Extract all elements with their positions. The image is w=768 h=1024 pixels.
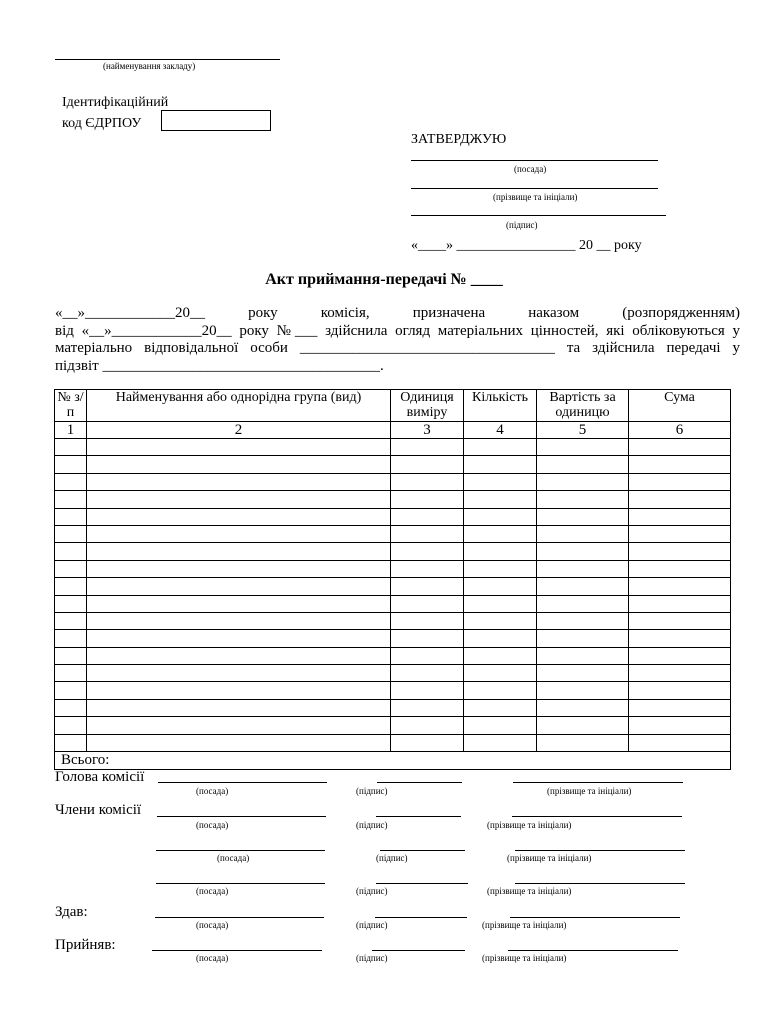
table-cell[interactable] bbox=[391, 560, 464, 577]
table-cell[interactable] bbox=[391, 734, 464, 751]
table-cell[interactable] bbox=[55, 734, 87, 751]
table-cell[interactable] bbox=[391, 456, 464, 473]
chair-label: Голова комісії bbox=[55, 769, 145, 785]
table-cell[interactable] bbox=[87, 699, 391, 716]
table-cell[interactable] bbox=[87, 717, 391, 734]
signature-caption: (підпис) bbox=[356, 886, 388, 896]
edrpou-label-line1: Ідентифікаційний bbox=[62, 95, 169, 110]
table-cell[interactable] bbox=[87, 647, 391, 664]
table-cell[interactable] bbox=[55, 456, 87, 473]
position-caption: (посада) bbox=[217, 853, 250, 863]
received-signature-line[interactable] bbox=[372, 950, 465, 951]
table-cell[interactable] bbox=[464, 682, 537, 699]
name-caption: (прізвище та ініціали) bbox=[507, 853, 592, 863]
received-name-line[interactable] bbox=[508, 950, 678, 951]
table-row bbox=[55, 630, 731, 647]
table-row bbox=[55, 682, 731, 699]
table-cell[interactable] bbox=[464, 665, 537, 682]
table-cell[interactable] bbox=[629, 456, 731, 473]
table-cell[interactable] bbox=[87, 612, 391, 629]
position-caption: (посада) bbox=[196, 920, 229, 930]
table-cell[interactable] bbox=[464, 456, 537, 473]
signature-caption: (підпис) bbox=[376, 853, 408, 863]
table-cell[interactable] bbox=[629, 699, 731, 716]
table-cell[interactable] bbox=[55, 595, 87, 612]
table-row bbox=[55, 647, 731, 664]
signature-caption: (підпис) bbox=[356, 920, 388, 930]
table-cell[interactable] bbox=[629, 491, 731, 508]
member-2-name-line[interactable] bbox=[515, 850, 685, 851]
table-cell[interactable] bbox=[537, 734, 629, 751]
table-cell[interactable] bbox=[537, 612, 629, 629]
table-row bbox=[55, 543, 731, 560]
column-number: 6 bbox=[629, 422, 731, 439]
table-cell[interactable] bbox=[391, 699, 464, 716]
table-cell[interactable] bbox=[391, 595, 464, 612]
table-cell[interactable] bbox=[55, 612, 87, 629]
signature-caption: (підпис) bbox=[356, 953, 388, 963]
institution-caption: (найменування закладу) bbox=[103, 61, 196, 71]
header-unit: Одиниця виміру bbox=[391, 390, 464, 422]
body-line-2: від «__»____________20__ року №___ здійснила огляд матеріальних цінностей, які обліковуються у bbox=[55, 322, 740, 339]
total-label: Всього: bbox=[55, 752, 731, 770]
table-cell[interactable] bbox=[55, 439, 87, 456]
handed-over-position-line[interactable] bbox=[155, 917, 324, 918]
table-row bbox=[55, 439, 731, 456]
approval-name-line[interactable] bbox=[411, 188, 658, 189]
column-number: 2 bbox=[87, 422, 391, 439]
name-caption: (прізвище та ініціали) bbox=[487, 886, 572, 896]
table-cell[interactable] bbox=[391, 439, 464, 456]
table-cell[interactable] bbox=[537, 491, 629, 508]
table-cell[interactable] bbox=[464, 491, 537, 508]
edrpou-code-field[interactable] bbox=[161, 110, 271, 131]
column-number: 5 bbox=[537, 422, 629, 439]
table-cell[interactable] bbox=[87, 734, 391, 751]
body-line-4: підзвіт _____________________________________. bbox=[55, 357, 384, 374]
table-row bbox=[55, 612, 731, 629]
table-row bbox=[55, 525, 731, 542]
act-body-text bbox=[55, 305, 740, 375]
chair-position-line[interactable] bbox=[158, 782, 327, 783]
handed-over-signature-line[interactable] bbox=[375, 917, 467, 918]
table-cell[interactable] bbox=[629, 647, 731, 664]
table-cell[interactable] bbox=[391, 508, 464, 525]
approval-date-line[interactable]: «____» _________________ 20 __ року bbox=[411, 238, 642, 253]
name-caption: (прізвище та ініціали) bbox=[487, 820, 572, 830]
table-cell[interactable] bbox=[87, 491, 391, 508]
table-cell[interactable] bbox=[464, 595, 537, 612]
table-cell[interactable] bbox=[391, 612, 464, 629]
column-number: 1 bbox=[55, 422, 87, 439]
position-caption: (посада) bbox=[196, 786, 229, 796]
member-1-name-line[interactable] bbox=[512, 816, 682, 817]
table-cell[interactable] bbox=[87, 508, 391, 525]
table-cell[interactable] bbox=[87, 473, 391, 490]
position-caption: (посада) bbox=[196, 820, 229, 830]
table-cell[interactable] bbox=[537, 647, 629, 664]
member-3-signature-line[interactable] bbox=[376, 883, 468, 884]
approval-name-caption: (прізвище та ініціали) bbox=[493, 192, 578, 202]
table-cell[interactable] bbox=[629, 717, 731, 734]
table-cell[interactable] bbox=[87, 682, 391, 699]
edrpou-label-line2: код ЄДРПОУ bbox=[62, 116, 142, 131]
table-cell[interactable] bbox=[391, 473, 464, 490]
table-cell[interactable] bbox=[55, 508, 87, 525]
name-caption: (прізвище та ініціали) bbox=[547, 786, 632, 796]
table-cell[interactable] bbox=[391, 665, 464, 682]
table-cell[interactable] bbox=[55, 473, 87, 490]
table-row bbox=[55, 578, 731, 595]
table-cell[interactable] bbox=[629, 734, 731, 751]
table-row bbox=[55, 491, 731, 508]
table-cell[interactable] bbox=[464, 543, 537, 560]
column-number-row bbox=[55, 422, 731, 439]
member-1-position-line[interactable] bbox=[157, 816, 326, 817]
table-row bbox=[55, 473, 731, 490]
table-cell[interactable] bbox=[464, 525, 537, 542]
member-1-signature-line[interactable] bbox=[376, 816, 461, 817]
table-cell[interactable] bbox=[464, 717, 537, 734]
table-cell[interactable] bbox=[464, 473, 537, 490]
approval-signature-caption: (підпис) bbox=[506, 220, 538, 230]
header-number: № з/п bbox=[55, 390, 87, 422]
chair-signature-line[interactable] bbox=[377, 782, 462, 783]
table-cell[interactable] bbox=[537, 473, 629, 490]
table-cell[interactable] bbox=[464, 630, 537, 647]
approval-title: ЗАТВЕРДЖУЮ bbox=[411, 132, 507, 147]
approval-position-caption: (посада) bbox=[514, 164, 547, 174]
table-cell[interactable] bbox=[55, 665, 87, 682]
header-unit-price: Вартість за одиницю bbox=[537, 390, 629, 422]
handed-over-name-line[interactable] bbox=[510, 917, 680, 918]
table-cell[interactable] bbox=[464, 578, 537, 595]
table-cell[interactable] bbox=[87, 630, 391, 647]
signature-caption: (підпис) bbox=[356, 820, 388, 830]
table-cell[interactable] bbox=[537, 665, 629, 682]
table-cell[interactable] bbox=[391, 543, 464, 560]
table-cell[interactable] bbox=[55, 543, 87, 560]
table-cell[interactable] bbox=[537, 525, 629, 542]
table-cell[interactable] bbox=[537, 699, 629, 716]
table-cell[interactable] bbox=[55, 630, 87, 647]
total-row bbox=[55, 752, 731, 770]
header-quantity: Кількість bbox=[464, 390, 537, 422]
table-cell[interactable] bbox=[391, 647, 464, 664]
items-table bbox=[54, 389, 731, 770]
column-number: 3 bbox=[391, 422, 464, 439]
table-cell[interactable] bbox=[391, 491, 464, 508]
approval-signature-line[interactable] bbox=[411, 215, 666, 216]
table-cell[interactable] bbox=[537, 508, 629, 525]
position-caption: (посада) bbox=[196, 953, 229, 963]
table-row bbox=[55, 665, 731, 682]
table-cell[interactable] bbox=[87, 665, 391, 682]
table-cell[interactable] bbox=[55, 699, 87, 716]
table-cell[interactable] bbox=[87, 595, 391, 612]
table-cell[interactable] bbox=[87, 456, 391, 473]
table-cell[interactable] bbox=[464, 612, 537, 629]
table-cell[interactable] bbox=[464, 647, 537, 664]
table-cell[interactable] bbox=[629, 630, 731, 647]
table-cell[interactable] bbox=[55, 491, 87, 508]
received-label: Прийняв: bbox=[55, 937, 116, 953]
table-cell[interactable] bbox=[87, 578, 391, 595]
table-cell[interactable] bbox=[55, 525, 87, 542]
table-cell[interactable] bbox=[629, 595, 731, 612]
table-cell[interactable] bbox=[537, 682, 629, 699]
table-row bbox=[55, 456, 731, 473]
table-cell[interactable] bbox=[391, 525, 464, 542]
signature-caption: (підпис) bbox=[356, 786, 388, 796]
table-cell[interactable] bbox=[629, 525, 731, 542]
table-cell[interactable] bbox=[629, 578, 731, 595]
table-cell[interactable] bbox=[464, 508, 537, 525]
position-caption: (посада) bbox=[196, 886, 229, 896]
table-row bbox=[55, 508, 731, 525]
table-cell[interactable] bbox=[537, 543, 629, 560]
table-cell[interactable] bbox=[391, 682, 464, 699]
table-row bbox=[55, 699, 731, 716]
table-cell[interactable] bbox=[629, 682, 731, 699]
table-row bbox=[55, 595, 731, 612]
table-cell[interactable] bbox=[391, 578, 464, 595]
table-row bbox=[55, 717, 731, 734]
table-cell[interactable] bbox=[537, 439, 629, 456]
table-cell[interactable] bbox=[55, 682, 87, 699]
name-caption: (прізвище та ініціали) bbox=[482, 920, 567, 930]
table-cell[interactable] bbox=[55, 647, 87, 664]
table-cell[interactable] bbox=[629, 439, 731, 456]
header-name: Найменування або однорідна група (вид) bbox=[87, 390, 391, 422]
table-cell[interactable] bbox=[629, 543, 731, 560]
table-cell[interactable] bbox=[629, 508, 731, 525]
table-cell[interactable] bbox=[87, 543, 391, 560]
column-number: 4 bbox=[464, 422, 537, 439]
body-line-1: «__»____________20__ року комісія, призначена наказом (розпорядженням) bbox=[55, 305, 740, 321]
chair-name-line[interactable] bbox=[513, 782, 683, 783]
name-caption: (прізвище та ініціали) bbox=[482, 953, 567, 963]
member-3-name-line[interactable] bbox=[515, 883, 685, 884]
table-cell[interactable] bbox=[87, 560, 391, 577]
act-title: Акт приймання-передачі № ____ bbox=[265, 271, 503, 288]
table-row bbox=[55, 734, 731, 751]
member-3-position-line[interactable] bbox=[156, 883, 325, 884]
table-cell[interactable] bbox=[464, 699, 537, 716]
table-cell[interactable] bbox=[629, 560, 731, 577]
table-row bbox=[55, 560, 731, 577]
table-cell[interactable] bbox=[464, 734, 537, 751]
table-cell[interactable] bbox=[537, 717, 629, 734]
table-cell[interactable] bbox=[537, 630, 629, 647]
members-label: Члени комісії bbox=[55, 802, 142, 818]
institution-name-line[interactable] bbox=[55, 59, 280, 60]
table-cell[interactable] bbox=[537, 595, 629, 612]
table-cell[interactable] bbox=[391, 630, 464, 647]
body-line-3: матеріально відповідальної особи __________________________________ та здійснила передачі у bbox=[55, 340, 740, 356]
handed-over-label: Здав: bbox=[55, 904, 88, 920]
table-cell[interactable] bbox=[537, 456, 629, 473]
table-cell[interactable] bbox=[629, 665, 731, 682]
table-cell[interactable] bbox=[55, 560, 87, 577]
table-cell[interactable] bbox=[464, 439, 537, 456]
table-cell[interactable] bbox=[87, 439, 391, 456]
approval-position-line[interactable] bbox=[411, 160, 658, 161]
table-cell[interactable] bbox=[55, 578, 87, 595]
table-cell[interactable] bbox=[55, 717, 87, 734]
table-cell[interactable] bbox=[464, 560, 537, 577]
member-2-signature-line[interactable] bbox=[380, 850, 465, 851]
table-cell[interactable] bbox=[629, 473, 731, 490]
member-2-position-line[interactable] bbox=[156, 850, 325, 851]
table-cell[interactable] bbox=[391, 717, 464, 734]
table-cell[interactable] bbox=[537, 578, 629, 595]
table-cell[interactable] bbox=[537, 560, 629, 577]
header-sum: Сума bbox=[629, 390, 731, 422]
table-cell[interactable] bbox=[629, 612, 731, 629]
received-position-line[interactable] bbox=[152, 950, 322, 951]
table-cell[interactable] bbox=[87, 525, 391, 542]
